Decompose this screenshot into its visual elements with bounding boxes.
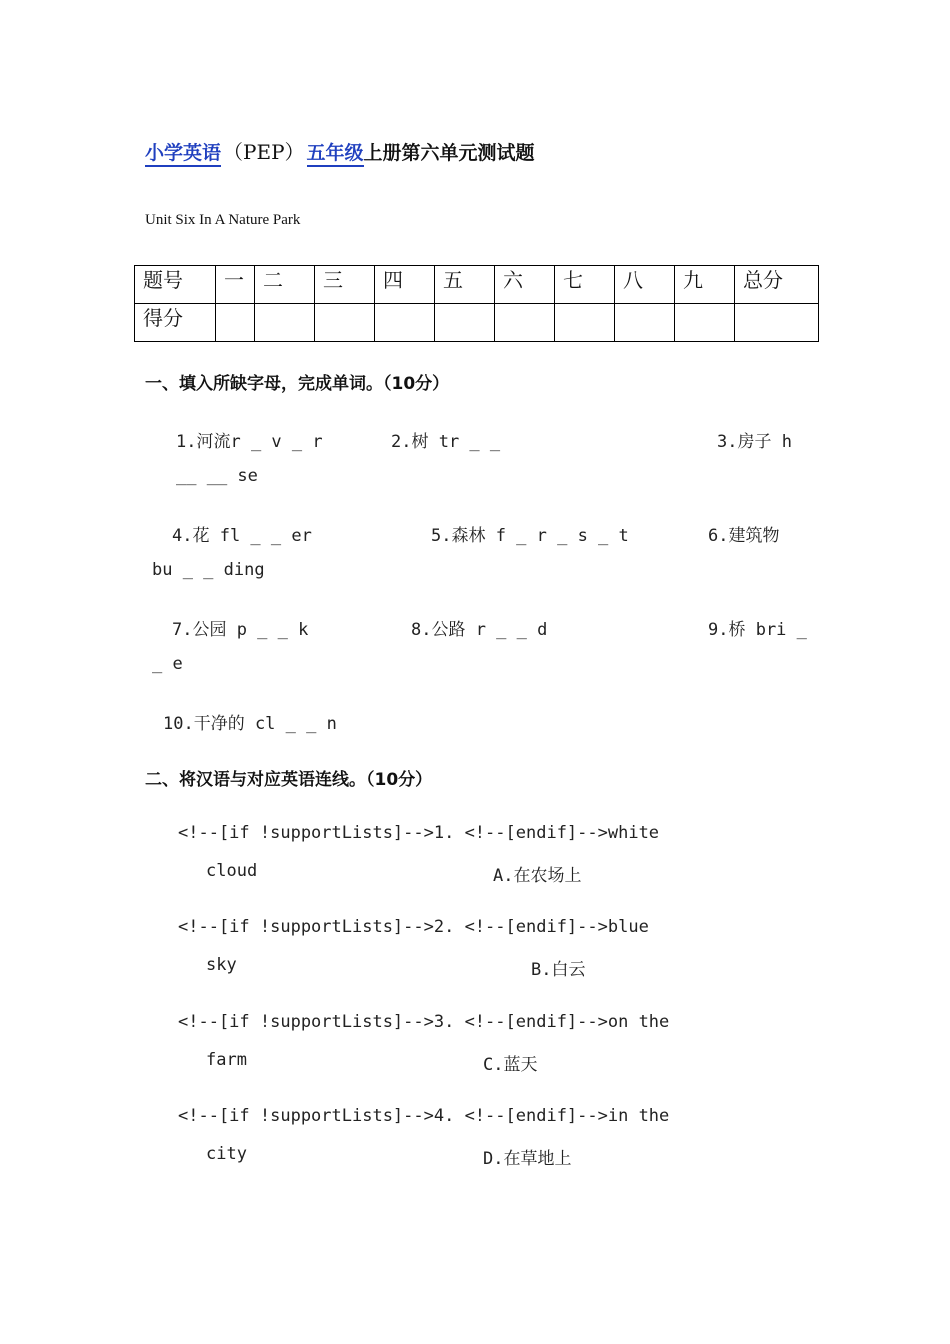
fill-item: bu _ _ ding <box>152 560 265 580</box>
score-cell: 总分 <box>735 266 819 304</box>
page-title <box>145 136 535 165</box>
score-input-cell[interactable] <box>555 304 615 342</box>
match-item: <!--[if !supportLists]-->1. <!--[endif]-->white <box>178 823 660 843</box>
match-option: C.蓝天 <box>483 1055 538 1075</box>
score-input-cell[interactable] <box>435 304 495 342</box>
title-link-primary-english[interactable]: 小学英语 <box>145 142 221 167</box>
fill-item: 2.树 tr _ _ <box>391 432 501 452</box>
title-rest: 上册第六单元测试题 <box>363 142 535 164</box>
score-cell: 六 <box>495 266 555 304</box>
match-item: farm <box>206 1050 247 1070</box>
section1-heading: 一、填入所缺字母，完成单词。（10分） <box>145 374 450 394</box>
score-cell: 七 <box>555 266 615 304</box>
score-cell: 八 <box>615 266 675 304</box>
score-table-score-row <box>135 304 819 342</box>
score-input-cell[interactable] <box>615 304 675 342</box>
score-cell: 九 <box>675 266 735 304</box>
match-item: sky <box>206 955 237 975</box>
score-row-label: 得分 <box>135 304 216 342</box>
match-option: D.在草地上 <box>483 1149 572 1169</box>
score-table-header-row <box>135 266 819 304</box>
fill-item: 7.公园 p _ _ k <box>172 620 309 640</box>
match-item: city <box>206 1144 247 1164</box>
score-cell: 题号 <box>135 266 216 304</box>
fill-item: 10.干净的 cl _ _ n <box>163 714 337 734</box>
score-input-cell[interactable] <box>216 304 255 342</box>
match-item: <!--[if !supportLists]-->4. <!--[endif]-->in the <box>178 1106 670 1126</box>
fill-item: 9.桥 bri _ <box>708 620 807 640</box>
fill-item: _ e <box>152 654 183 674</box>
title-pep: （PEP） <box>223 140 305 164</box>
fill-item: 5.森林 f _ r _ s _ t <box>431 526 629 546</box>
score-cell: 一 <box>216 266 255 304</box>
score-cell: 二 <box>255 266 315 304</box>
score-cell: 四 <box>375 266 435 304</box>
fill-item: 1.河流r _ v _ r <box>176 432 323 452</box>
match-option: A.在农场上 <box>493 866 582 886</box>
score-input-cell[interactable] <box>495 304 555 342</box>
section2-heading: 二、将汉语与对应英语连线。（10分） <box>145 770 433 790</box>
fill-item: __ __ se <box>176 466 258 486</box>
score-cell: 五 <box>435 266 495 304</box>
fill-item: 6.建筑物 <box>708 526 780 546</box>
fill-item: 8.公路 r _ _ d <box>411 620 548 640</box>
unit-subtitle: Unit Six In A Nature Park <box>145 212 301 228</box>
match-item: <!--[if !supportLists]-->2. <!--[endif]-->blue <box>178 917 649 937</box>
score-input-cell[interactable] <box>675 304 735 342</box>
score-input-cell[interactable] <box>255 304 315 342</box>
score-cell: 三 <box>315 266 375 304</box>
score-input-cell[interactable] <box>735 304 819 342</box>
score-input-cell[interactable] <box>375 304 435 342</box>
match-item: cloud <box>206 861 258 881</box>
score-input-cell[interactable] <box>315 304 375 342</box>
fill-item: 3.房子 h <box>717 432 792 452</box>
match-option: B.白云 <box>531 960 586 980</box>
match-item: <!--[if !supportLists]-->3. <!--[endif]-->on the <box>178 1012 670 1032</box>
fill-item: 4.花 fl _ _ er <box>172 526 312 546</box>
title-link-grade-five[interactable]: 五年级 <box>307 142 364 167</box>
score-table <box>134 265 819 342</box>
